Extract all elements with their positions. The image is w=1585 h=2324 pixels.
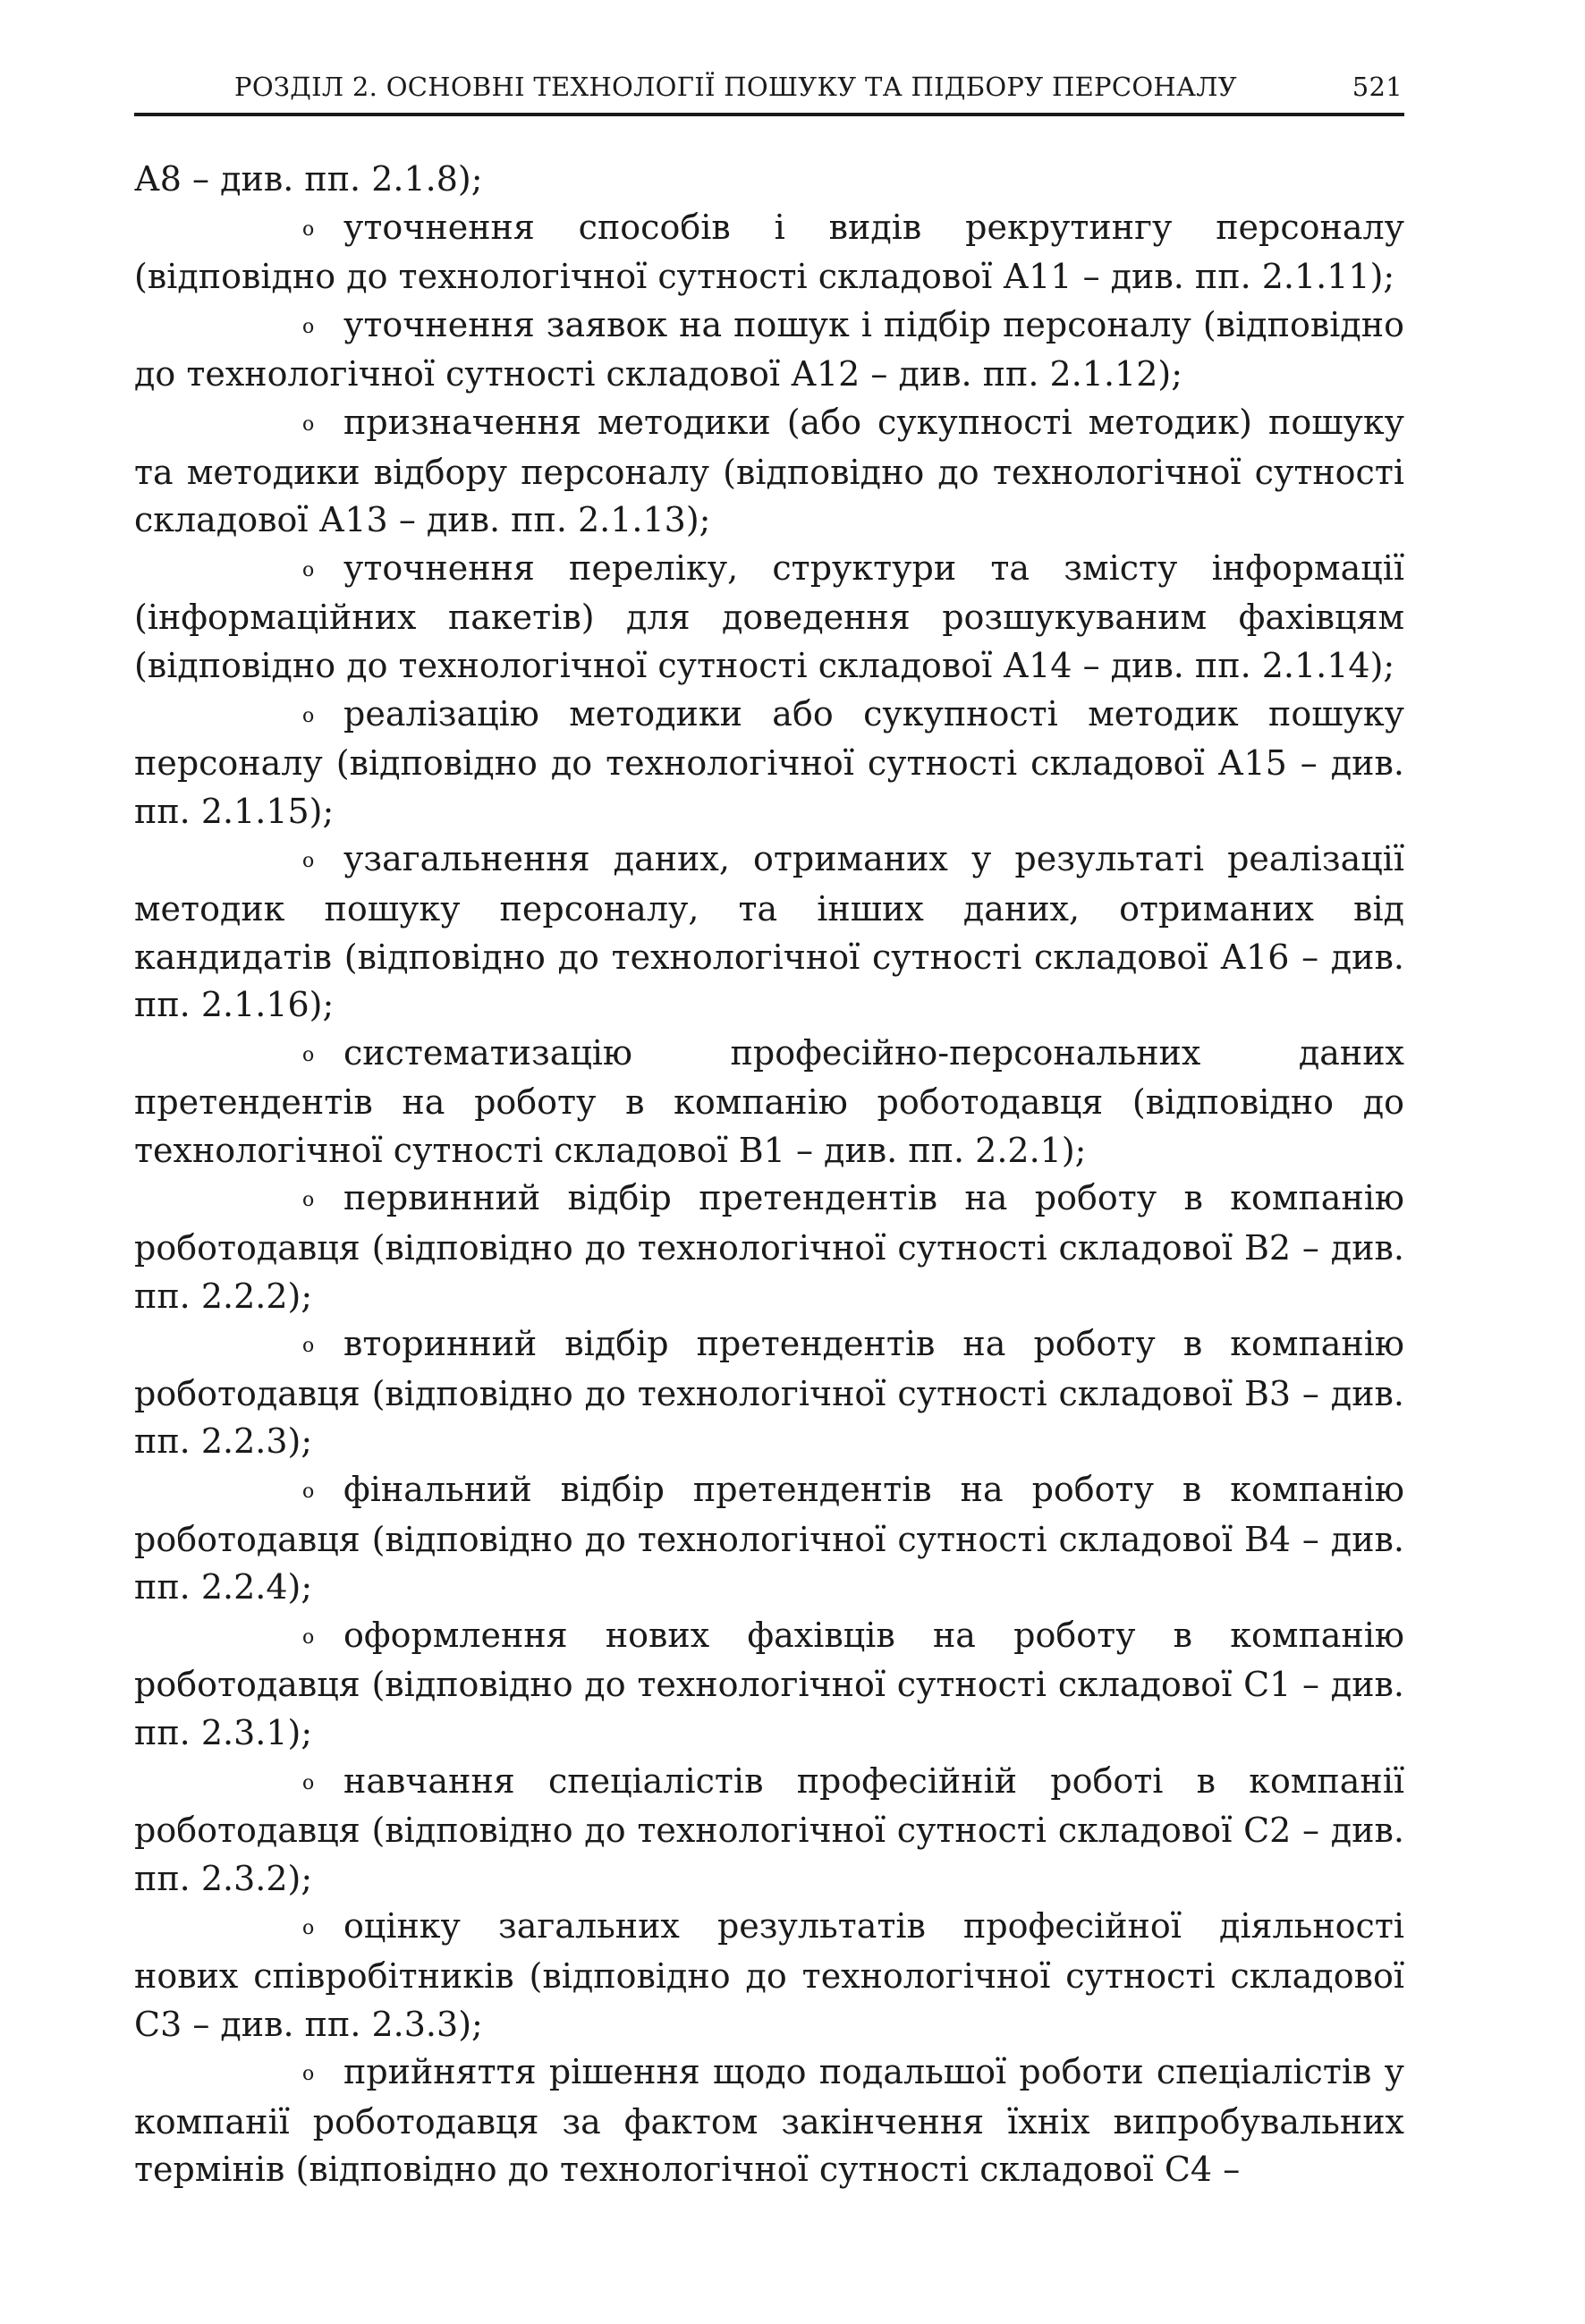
bullet-circle-icon: o (302, 1480, 315, 1504)
list-item-text: уточнення способів і видів рекрутингу персоналу (відповідно до технологічної сутності складової А11 – див. пп. 2.1.11); (134, 207, 1404, 297)
bullet-circle-icon: o (302, 1771, 315, 1794)
list-item-text: уточнення заявок на пошук і підбір персоналу (відповідно до технологічної сутності складової А12 – див. пп. 2.1.12); (134, 304, 1404, 394)
bullet-circle-icon: o (302, 558, 315, 581)
bullet-circle-icon: o (302, 1625, 315, 1649)
list-item (134, 1758, 1404, 1904)
bullet-circle-icon: o (302, 704, 315, 727)
book-page (134, 72, 1404, 2194)
list-item-text: прийняття рішення щодо подальшої роботи спеціалістів у компанії роботодавця за фактом закінчення їхніх випробувальних термінів (відповідно до технологічної сутності складової С4 – (134, 2052, 1404, 2190)
lead-paragraph: А8 – див. пп. 2.1.8); (134, 159, 483, 199)
list-item (134, 204, 1404, 301)
list-item (134, 301, 1404, 399)
list-item-text: первинний відбір претендентів на роботу в компанію роботодавця (відповідно до технологічної сутності складової В2 – див. пп. 2.2.2); (134, 1178, 1404, 1316)
bullet-circle-icon: o (302, 1335, 315, 1358)
list-item (134, 1466, 1404, 1612)
list-item-text: оцінку загальних результатів професійної діяльності нових співробітників (відповідно до технологічної сутності складової С3 – див. пп. 2.3.3); (134, 1906, 1404, 2044)
body-text (134, 156, 1404, 2194)
running-header (134, 72, 1404, 116)
bullet-circle-icon: o (302, 412, 315, 436)
bullet-circle-icon: o (302, 1917, 315, 1940)
list-item (134, 835, 1404, 1029)
bullet-circle-icon: o (302, 2063, 315, 2086)
list-item-text: призначення методики (або сукупності методик) пошуку та методики відбору персоналу (відповідно до технологічної сутності складової А13 – див. пп. 2.1.13); (134, 402, 1404, 540)
bullet-list (134, 204, 1404, 2194)
bullet-circle-icon: o (302, 315, 315, 338)
list-item (134, 1612, 1404, 1758)
list-item (134, 1175, 1404, 1320)
list-item-text: навчання спеціалістів професійній роботі в компанії роботодавця (відповідно до технологічної сутності складової С2 – див. пп. 2.3.2); (134, 1760, 1404, 1898)
bullet-circle-icon: o (302, 1189, 315, 1212)
chapter-title: РОЗДІЛ 2. ОСНОВНІ ТЕХНОЛОГІЇ ПОШУКУ ТА ПІДБОРУ ПЕРСОНАЛУ (234, 72, 1238, 102)
list-item-text: реалізацію методики або сукупності методик пошуку персоналу (відповідно до технологічної сутності складової А15 – див. пп. 2.1.15); (134, 693, 1404, 831)
list-item (134, 545, 1404, 691)
list-item-text: узагальнення даних, отриманих у результаті реалізації методик пошуку персоналу, та інших даних, отриманих від кандидатів (відповідно до технологічної сутності складової А16 – див. пп. 2.1.16); (134, 839, 1404, 1025)
bullet-circle-icon: o (302, 217, 315, 241)
list-item-text: вторинний відбір претендентів на роботу в компанію роботодавця (відповідно до технологічної сутності складової В3 – див. пп. 2.2.3); (134, 1324, 1404, 1462)
list-item (134, 1903, 1404, 2048)
bullet-circle-icon: o (302, 1043, 315, 1066)
list-item-text: оформлення нових фахівців на роботу в компанію роботодавця (відповідно до технологічної сутності складової С1 – див. пп. 2.3.1); (134, 1615, 1404, 1752)
list-item-text: уточнення переліку, структури та змісту інформації (інформаційних пакетів) для доведення розшукуваним фахівцям (відповідно до технологічної сутності складової А14 – див. пп. 2.1.14); (134, 547, 1404, 685)
list-item-text: систематизацію професійно-персональних даних претендентів на роботу в компанію роботодавця (відповідно до технологічної сутності складової В1 – див. пп. 2.2.1); (134, 1032, 1404, 1170)
list-item-text: фінальний відбір претендентів на роботу в компанію роботодавця (відповідно до технологічної сутності складової В4 – див. пп. 2.2.4); (134, 1470, 1404, 1607)
list-item (134, 399, 1404, 545)
page-number: 521 (1352, 72, 1403, 102)
bullet-circle-icon: o (302, 850, 315, 873)
list-item (134, 1320, 1404, 1466)
list-item (134, 691, 1404, 836)
list-item (134, 2048, 1404, 2194)
list-item (134, 1030, 1404, 1175)
